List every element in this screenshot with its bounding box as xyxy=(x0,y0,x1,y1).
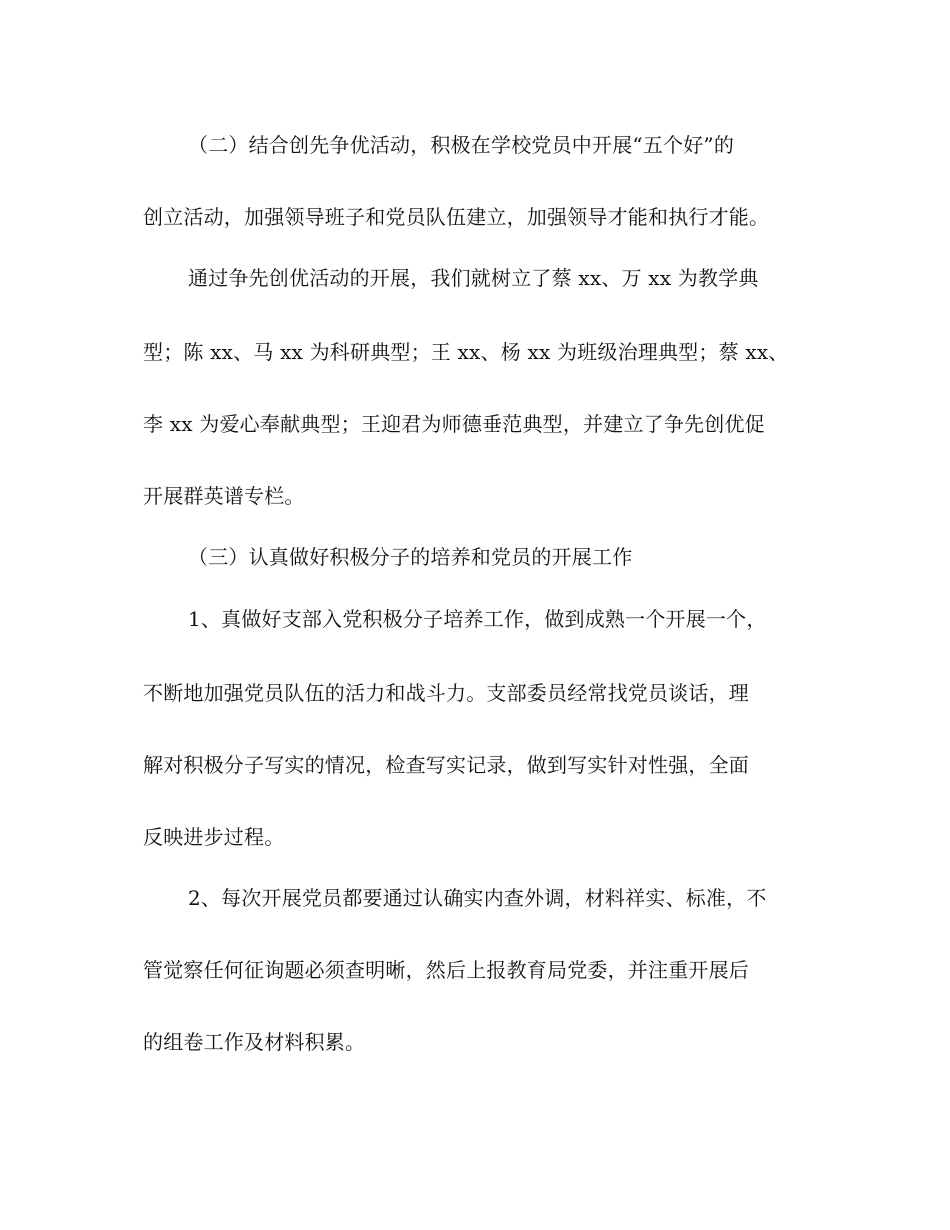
paragraph-4-line-4: 反映进步过程。 xyxy=(143,825,285,849)
paragraph-3-line-2: 型；陈 xx、马 xx 为科研典型；王 xx、杨 xx 为班级治理典型；蔡 xx、 xyxy=(143,340,789,364)
paragraph-5-line-2: 管觉察任何征询题必须查明晰，然后上报教育局党委，并注重开展后 xyxy=(143,958,749,982)
paragraph-5-line-3: 的组卷工作及材料积累。 xyxy=(143,1030,366,1054)
paragraph-3-line-4: 开展群英谱专栏。 xyxy=(143,484,305,508)
paragraph-5-line-1: 2、每次开展党员都要通过认确实内查外调，材料祥实、标准，不 xyxy=(188,886,767,910)
paragraph-3-line-1: 通过争先创优活动的开展，我们就树立了蔡 xx、万 xx 为教学典 xyxy=(188,266,759,290)
paragraph-3-line-3: 李 xx 为爱心奉献典型；王迎君为师德垂范典型，并建立了争先创优促 xyxy=(143,412,765,436)
section-heading-3: （三）认真做好积极分子的培养和党员的开展工作 xyxy=(188,545,633,569)
paragraph-4-line-2: 不断地加强党员队伍的活力和战斗力。支部委员经常找党员谈话，理 xyxy=(143,681,749,705)
paragraph-4-line-3: 解对积极分子写实的情况，检查写实记录，做到写实针对性强，全面 xyxy=(143,753,749,777)
paragraph-2-line-1: （二）结合创先争优活动，积极在学校党员中开展“五个好”的 xyxy=(188,133,735,157)
paragraph-2-line-2: 创立活动，加强领导班子和党员队伍建立，加强领导才能和执行才能。 xyxy=(143,205,770,229)
paragraph-4-line-1: 1、真做好支部入党积极分子培养工作，做到成熟一个开展一个， xyxy=(188,607,767,631)
